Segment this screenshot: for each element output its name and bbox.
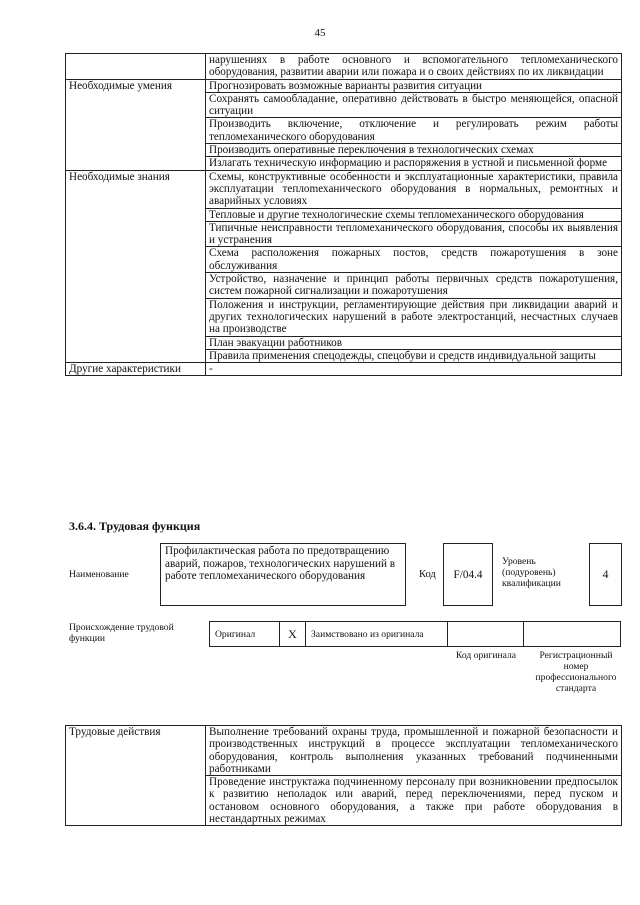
row-label [66, 54, 206, 80]
original-mark: X [279, 621, 306, 647]
table-cell: Схемы, конструктивные особенности и эксплуатационные характеристики, правила эксплуатации теплomеханического оборудования в нормальных, ремонтных и аварийных условиях [206, 170, 622, 208]
page-number: 45 [314, 27, 326, 39]
table-row [66, 54, 622, 80]
function-name-box: Профилактическая работа по предотвращению аварий, пожаров, технологических нарушений в работе тепломеханического оборудования [160, 543, 406, 606]
table-cell: Схема расположения пожарных постов, средств пожаротушения в зоне обслуживания [206, 247, 622, 273]
origin-label: Происхождение трудовой функции [69, 622, 174, 644]
origin-code-caption: Код оригинала [455, 650, 517, 661]
table-cell: Устройство, назначение и принцип работы первичных средств пожаротушения, систем пожарной сигнализации и пожаротушения [206, 273, 622, 299]
table-row [66, 363, 622, 376]
row-label-other: Другие характеристики [66, 363, 206, 376]
table-cell: - [206, 363, 622, 376]
table-cell: Сохранять самообладание, оперативно действовать в быстро меняющейся, опасной ситуации [206, 92, 622, 118]
borrowed-cell: Заимствовано из оригинала [305, 621, 448, 647]
code-box: F/04.4 [443, 543, 493, 606]
level-label: Уровень (подуровень) квалификации [502, 556, 561, 589]
table-cell: Выполнение требований охраны труда, промышленной и пожарной безопасности и производственных инструкций в процессе эксплуатации тепломеханического оборудования, контроль выполнения указанных требований подчиненными работниками [206, 726, 622, 776]
table-row [66, 79, 622, 92]
table-cell: Проведение инструктажа подчиненному персоналу при возникновении предпосылок к развитию неполадок или аварий, перед переключениями, перед пуском и остановом основного оборудования, а также при работе оборудования в нестандартных режимах [206, 776, 622, 826]
table-cell: нарушениях в работе основного и вспомогательного тепломеханического оборудования, развитии аварии или пожара и о своих действиях по их ликвидации [206, 54, 622, 80]
row-label-actions: Трудовые действия [66, 726, 206, 826]
origin-reg-caption: Регистрационный номер профессионального стандарта [535, 650, 617, 694]
name-label: Наименование [69, 569, 129, 580]
table-cell: Правила применения спецодежды, спецобуви и средств индивидуальной защиты [206, 349, 622, 362]
table-cell: Прогнозировать возможные варианты развития ситуации [206, 79, 622, 92]
labor-actions-table [65, 725, 622, 826]
table-cell: Производить включение, отключение и регулировать режим работы тепломеханического оборудования [206, 118, 622, 144]
row-label-skills: Необходимые умения [66, 79, 206, 170]
code-label: Код [419, 569, 436, 580]
level-box: 4 [589, 543, 622, 606]
table-cell: Производить оперативные переключения в технологических схемах [206, 144, 622, 157]
knowledge-skills-table [65, 53, 622, 376]
table-cell: Тепловые и другие технологические схемы тепломеханического оборудования [206, 208, 622, 221]
origin-row [210, 621, 621, 647]
table-cell: План эвакуации работников [206, 336, 622, 349]
table-row [66, 726, 622, 776]
table-cell: Положения и инструкции, регламентирующие действия при ликвидации аварий и других технологических нарушений в работе электростанций, несчастных случаев на производстве [206, 298, 622, 336]
origin-reg-cell [523, 621, 621, 647]
table-row [66, 170, 622, 208]
section-heading: 3.6.4. Трудовая функция [69, 519, 201, 533]
row-label-knowledge: Необходимые знания [66, 170, 206, 362]
table-cell: Типичные неисправности тепломеханического оборудования, способы их выявления и устранения [206, 221, 622, 247]
table-cell: Излагать техническую информацию и распоряжения в устной и письменной форме [206, 157, 622, 170]
original-cell: Оригинал [209, 621, 280, 647]
origin-code-cell [447, 621, 524, 647]
